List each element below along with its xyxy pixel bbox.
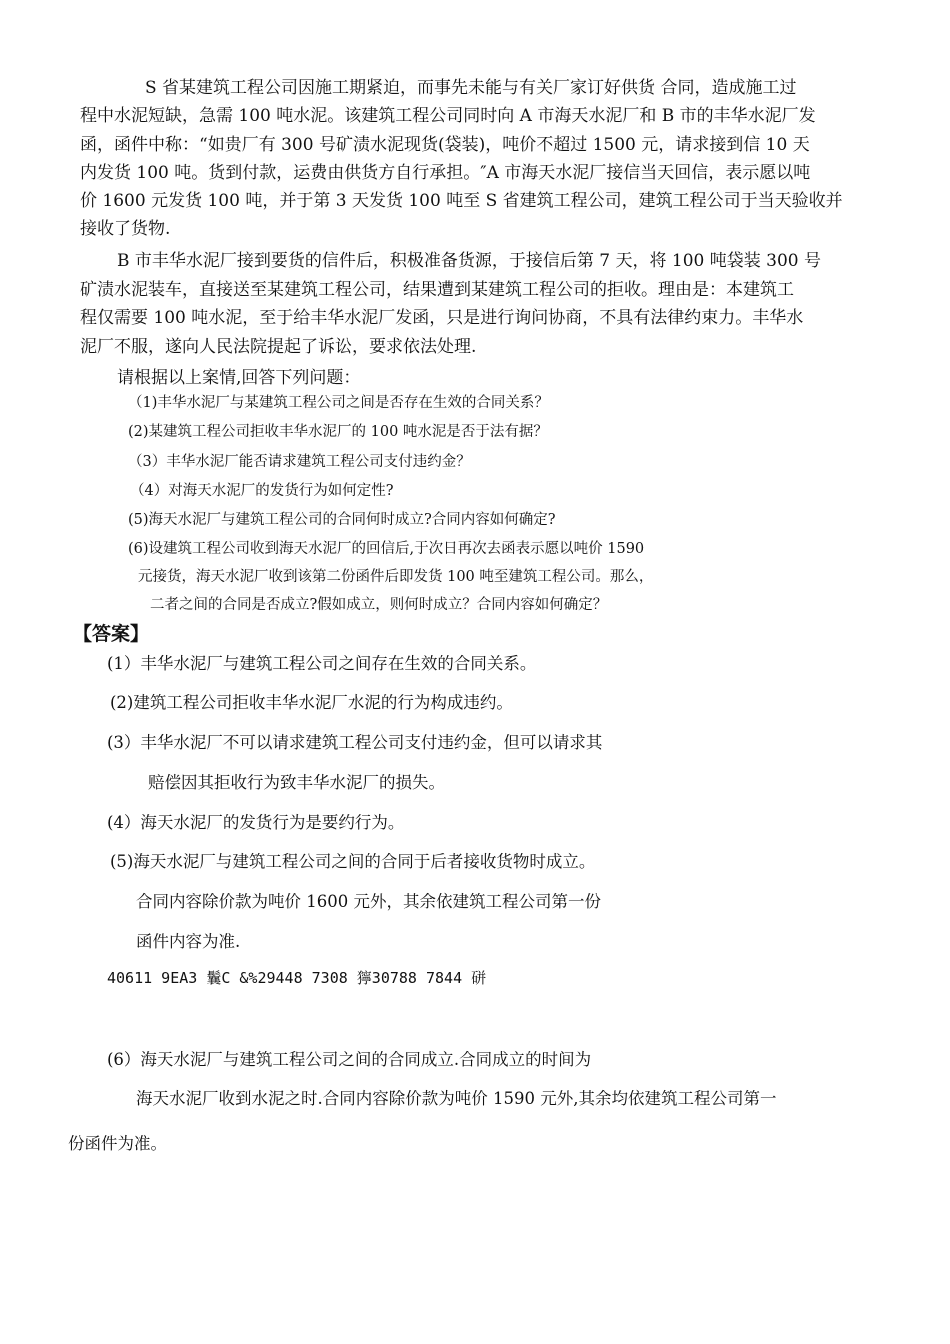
answer-item: 函件内容为准. [136, 932, 241, 951]
question-item: 元接货，海天水泥厂收到该第二份函件后即发货 100 吨至建筑工程公司。那么， [138, 569, 654, 585]
question-item: （3）丰华水泥厂能否请求建筑工程公司支付违约金？ [128, 454, 471, 470]
answer-item: (1）丰华水泥厂与建筑工程公司之间存在生效的合同关系。 [107, 654, 537, 673]
question-item: （4）对海天水泥厂的发货行为如何定性? [130, 483, 394, 499]
case-text-line: S 省某建筑工程公司因施工期紧迫，而事先未能与有关厂家订好供货 合同，造成施工过 [145, 78, 797, 98]
answer-item: (3）丰华水泥厂不可以请求建筑工程公司支付违约金，但可以请求其 [107, 733, 603, 752]
case-text-line: 程中水泥短缺，急需 100 吨水泥。该建筑工程公司同时向 A 市海天水泥厂和 B 市的丰华水泥厂发 [80, 106, 816, 126]
answer-item: 合同内容除价款为吨价 1600 元外，其余依建筑工程公司第一份 [136, 892, 601, 911]
question-item: 二者之间的合同是否成立?假如成立，则何时成立？合同内容如何确定？ [150, 597, 608, 613]
question-prompt: 请根据以上案情,回答下列问题： [117, 368, 361, 388]
case-text-line: 泥厂不服，遂向人民法院提起了诉讼，要求依法处理. [80, 337, 477, 357]
answer-item: 赔偿因其拒收行为致丰华水泥厂的损失。 [148, 773, 445, 792]
question-item: (2)某建筑工程公司拒收丰华水泥厂的 100 吨水泥是否于法有据？ [128, 424, 548, 440]
case-text-line: 程仅需要 100 吨水泥，至于给丰华水泥厂发函，只是进行询问协商，不具有法律约束力。丰华水 [80, 308, 804, 328]
case-text-line: 价 1600 元发货 100 吨，并于第 3 天发货 100 吨至 S 省建筑工程公司，建筑工程公司于当天验收并 [80, 191, 843, 211]
case-text-line: 矿渍水泥装车，直接送至某建筑工程公司，结果遭到某建筑工程公司的拒收。理由是：本建筑工 [80, 280, 794, 300]
question-item: (6)设建筑工程公司收到海天水泥厂的回信后,于次日再次去函表示愿以吨价 1590 [128, 541, 645, 557]
answer-item: 份函件为准。 [68, 1134, 167, 1153]
question-item: （1)丰华水泥厂与某建筑工程公司之间是否存在生效的合同关系？ [128, 395, 549, 411]
answer-item: (2)建筑工程公司拒收丰华水泥厂水泥的行为构成违约。 [110, 693, 513, 712]
case-text-line: 接收了货物. [80, 219, 171, 239]
answer-item: (5)海天水泥厂与建筑工程公司之间的合同于后者接收货物时成立。 [110, 852, 596, 871]
answer-item: 海天水泥厂收到水泥之时.合同内容除价款为吨价 1590 元外,其余均依建筑工程公司第一 [136, 1089, 777, 1108]
case-text-line: 内发货 100 吨。货到付款，运费由供货方自行承担。″A 市海天水泥厂接信当天回信，表示愿以吨 [80, 163, 811, 183]
case-text-line: B 市丰华水泥厂接到要货的信件后，积极准备货源，于接信后第 7 天，将 100 吨袋装 300 号 [117, 251, 822, 271]
case-text-line: 函，函件中称：“如贵厂有 300 号矿渍水泥现货(袋装)，吨价不超过 1500 元，请求接到信 10 天 [80, 135, 810, 155]
answer-item: (4）海天水泥厂的发货行为是要约行为。 [107, 813, 405, 832]
garbled-text-line: 40611 9EA3 鬤C &%29448 7308 獰30788 7844 硑 [107, 969, 487, 987]
answer-item: (6）海天水泥厂与建筑工程公司之间的合同成立.合同成立的时间为 [107, 1050, 592, 1069]
answer-heading: 【答案】 [73, 623, 150, 645]
question-item: (5)海天水泥厂与建筑工程公司的合同何时成立?合同内容如何确定? [128, 512, 556, 528]
